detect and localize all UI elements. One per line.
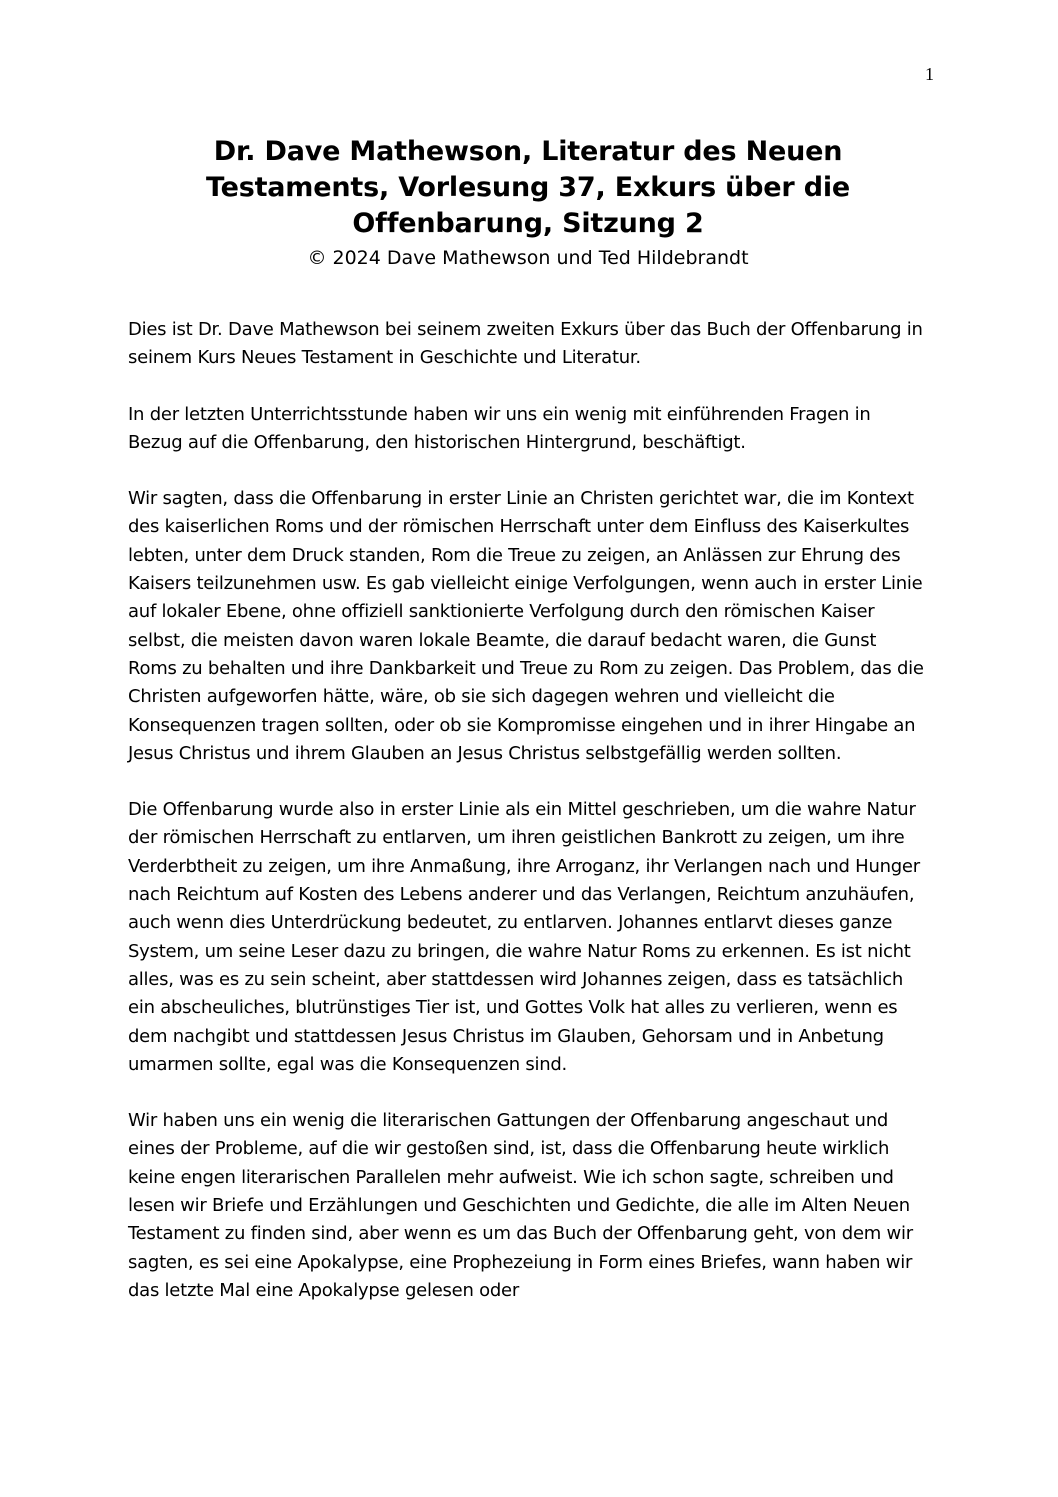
document-title: Dr. Dave Mathewson, Literatur des Neuen Testaments, Vorlesung 37, Exkurs über die Offenbarung, Sitzung 2 xyxy=(205,136,851,239)
paragraph: Die Offenbarung wurde also in erster Linie als ein Mittel geschrieben, um die wahre Natur der römischen Herrschaft zu entlarven, um ihren geistlichen Bankrott zu zeigen, um ihre Verderbtheit zu zeigen, um ihre Anmaßung, ihre Arroganz, ihr Verlangen nach und Hunger nach Reichtum auf Kosten des Lebens anderer und das Verlangen, Reichtum anzuhäufen, auch wenn dies Unterdrückung bedeutet, zu entlarven. Johannes entlarvt dieses ganze System, um seine Leser dazu zu bringen, die wahre Natur Roms zu erkennen. Es ist nicht alles, was es zu sein scheint, aber stattdessen wird Johannes zeigen, dass es tatsächlich ein abscheuliches, blutrünstiges Tier ist, und Gottes Volk hat alles zu verlieren, wenn es dem nachgibt und stattdessen Jesus Christus im Glauben, Gehorsam und in Anbetung umarmen sollte, egal was die Konsequenzen sind. xyxy=(128,799,920,1075)
paragraph: Wir haben uns ein wenig die literarischen Gattungen der Offenbarung angeschaut und eines der Probleme, auf die wir gestoßen sind, ist, dass die Offenbarung heute wirklich keine engen literarischen Parallelen mehr aufweist. Wie ich schon sagte, schreiben und lesen wir Briefe und Erzählungen und Geschichten und Gedichte, die alle im Alten Neuen Testament zu finden sind, aber wenn es um das Buch der Offenbarung geht, von dem wir sagten, es sei eine Apokalypse, eine Prophezeiung in Form eines Briefes, wann haben wir das letzte Mal eine Apokalypse gelesen oder xyxy=(128,1110,913,1301)
document-body xyxy=(128,316,928,1333)
copyright-line: © 2024 Dave Mathewson und Ted Hildebrandt xyxy=(307,247,749,269)
page-number: 1 xyxy=(925,64,934,84)
paragraph: In der letzten Unterrichtsstunde haben wir uns ein wenig mit einführenden Fragen in Bezug auf die Offenbarung, den historischen Hintergrund, beschäftigt. xyxy=(128,403,871,453)
document-header xyxy=(128,134,928,270)
paragraph: Wir sagten, dass die Offenbarung in erster Linie an Christen gerichtet war, die im Kontext des kaiserlichen Roms und der römischen Herrschaft unter dem Einfluss des Kaiserkultes lebten, unter dem Druck standen, Rom die Treue zu zeigen, an Anlässen zur Ehrung des Kaisers teilzunehmen usw. Es gab vielleicht einige Verfolgungen, wenn auch in erster Linie auf lokaler Ebene, ohne offiziell sanktionierte Verfolgung durch den römischen Kaiser selbst, die meisten davon waren lokale Beamte, die darauf bedacht waren, die Gunst Roms zu behalten und ihre Dankbarkeit und Treue zu Rom zu zeigen. Das Problem, das die Christen aufgeworfen hätte, wäre, ob sie sich dagegen wehren und vielleicht die Konsequenzen tragen sollten, oder ob sie Kompromisse eingehen und in ihrer Hingabe an Jesus Christus und ihrem Glauben an Jesus Christus selbstgefällig werden sollten. xyxy=(128,488,924,764)
paragraph: Dies ist Dr. Dave Mathewson bei seinem zweiten Exkurs über das Buch der Offenbarung in seinem Kurs Neues Testament in Geschichte und Literatur. xyxy=(128,319,923,369)
